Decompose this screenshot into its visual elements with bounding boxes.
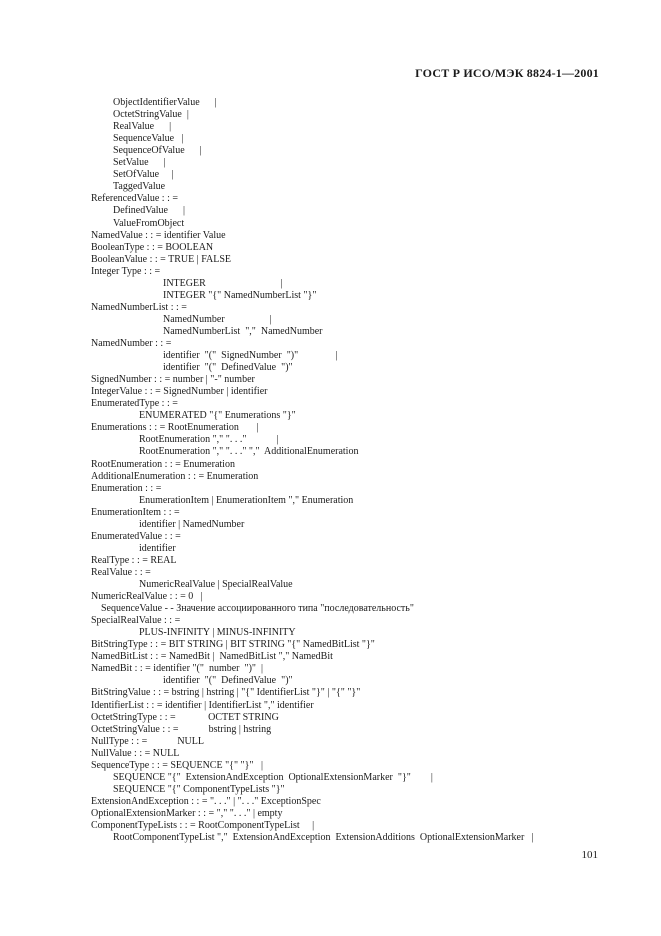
grammar-line: ExtensionAndException : : = ". . ." | ". . ." ExceptionSpec (91, 795, 321, 807)
grammar-line: NumericRealValue | SpecialRealValue (139, 579, 293, 590)
grammar-line: PLUS-INFINITY | MINUS-INFINITY (139, 627, 296, 639)
grammar-line: ENUMERATED "{" Enumerations "}" (139, 410, 296, 422)
grammar-line: NamedBitList : : = NamedBit | NamedBitList "," NamedBit (91, 651, 333, 663)
grammar-line: ObjectIdentifierValue | (113, 97, 217, 108)
grammar-line: SpecialRealValue : : = (91, 615, 181, 627)
grammar-line: SequenceType : : = SEQUENCE "{" "}" | (91, 759, 264, 771)
grammar-line: DefinedValue | (113, 205, 185, 217)
grammar-line: NullType : : = NULL (91, 735, 204, 747)
grammar-line: NamedNumberList : : = (91, 301, 187, 313)
grammar-line: NamedNumber : : = (91, 338, 172, 349)
grammar-line: OctetStringValue : : = bstring | hstring (91, 723, 272, 735)
grammar-line: SequenceValue | (113, 133, 184, 145)
grammar-line: OctetStringType : : = OCTET STRING (91, 711, 279, 723)
grammar-line: OctetStringValue | (113, 109, 189, 121)
grammar-line: RootEnumeration : : = Enumeration (91, 458, 235, 470)
grammar-line: BooleanValue : : = TRUE | FALSE (91, 253, 232, 265)
grammar-line: SequenceValue - - Значение ассоциированного типа "последовательность" (101, 603, 414, 615)
grammar-line: IntegerValue : : = SignedNumber | identifier (91, 386, 268, 398)
grammar-line: SignedNumber : : = number | "-" number (91, 374, 255, 386)
grammar-line: NamedValue : : = identifier Value (91, 229, 226, 241)
grammar-line: NullValue : : = NULL (91, 747, 180, 759)
grammar-line: BooleanType : : = BOOLEAN (91, 241, 214, 253)
grammar-line: ReferencedValue : : = (91, 193, 178, 205)
grammar-line: RealType : : = REAL (91, 554, 177, 566)
grammar-line: identifier "(" DefinedValue ")" (163, 675, 293, 687)
grammar-line: OptionalExtensionMarker : : = "," ". . ." | empty (91, 807, 283, 819)
page-number: 101 (581, 849, 598, 861)
page-header: ГОСТ Р ИСО/МЭК 8824-1—2001 (415, 66, 599, 80)
grammar-line: RealValue : : = (91, 566, 151, 578)
grammar-line: ComponentTypeLists : : = RootComponentTypeList | (91, 820, 315, 831)
grammar-line: NamedBit : : = identifier "(" number ")" | (91, 663, 263, 675)
grammar-line: AdditionalEnumeration : : = Enumeration (91, 470, 259, 482)
grammar-line: SequenceOfValue | (113, 145, 202, 157)
grammar-line: RootEnumeration "," ". . ." "," AdditionalEnumeration (139, 446, 359, 458)
grammar-line: BitStringValue : : = bstring | hstring | "{" IdentifierList "}" | "{" "}" (91, 687, 361, 699)
grammar-line: Integer Type : : = (91, 265, 161, 277)
grammar-line: EnumerationItem : : = (91, 506, 180, 518)
grammar-line: Enumeration : : = (91, 482, 162, 494)
grammar-line: INTEGER "{" NamedNumberList "}" (163, 289, 317, 301)
grammar-line: RootEnumeration "," ". . ." | (139, 434, 279, 446)
grammar-line: identifier "(" SignedNumber ")" | (163, 350, 338, 362)
grammar-line: identifier "(" DefinedValue ")" (163, 362, 293, 374)
grammar-line: ValueFromObject (113, 217, 185, 229)
grammar-line: Enumerations : : = RootEnumeration | (91, 422, 259, 434)
grammar-line: EnumeratedValue : : = (91, 530, 181, 542)
grammar-line: SetOfValue | (113, 169, 174, 181)
grammar-line: IdentifierList : : = identifier | IdentifierList "," identifier (91, 699, 314, 711)
grammar-line: SEQUENCE "{" ComponentTypeLists "}" (113, 783, 285, 795)
grammar-line: TaggedValue (113, 181, 166, 193)
grammar-line: RealValue | (113, 121, 172, 133)
grammar-line: NamedNumberList "," NamedNumber (163, 325, 323, 337)
grammar-line: EnumeratedType : : = (91, 398, 178, 410)
grammar-line: SEQUENCE "{" ExtensionAndException OptionalExtensionMarker "}" | (113, 771, 433, 783)
grammar-line: identifier (139, 542, 176, 554)
grammar-line: EnumerationItem | EnumerationItem "," Enumeration (139, 494, 354, 506)
grammar-line: INTEGER | (163, 277, 283, 289)
grammar-line: identifier | NamedNumber (139, 518, 245, 530)
grammar-line: RootComponentTypeList "," ExtensionAndException ExtensionAdditions OptionalExtensionMarker | (113, 832, 534, 844)
grammar-line: SetValue | (113, 157, 166, 169)
grammar-line: NumericRealValue : : = 0 | (91, 591, 203, 603)
grammar-line: BitStringType : : = BIT STRING | BIT STRING "{" NamedBitList "}" (91, 639, 375, 651)
grammar-line: NamedNumber | (163, 313, 272, 325)
